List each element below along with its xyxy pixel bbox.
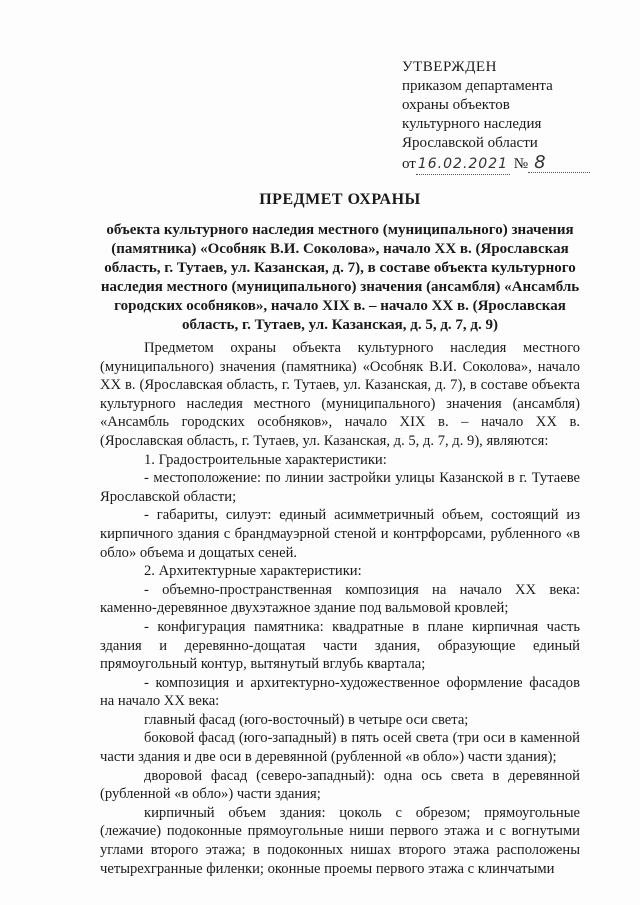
handwritten-date: 16.02.2021 (416, 155, 510, 175)
paragraph: - габариты, силуэт: единый асимметричный объем, состоящий из кирпичного здания с брандмауэрной стеной и контрфорсами, рубленного «в обло» объема и дощатых сеней. (100, 507, 580, 561)
paragraph: - конфигурация памятника: квадратные в плане кирпичная часть здания и деревянно-дощатая части здания, образующие единый прямоугольный контур, вытянутый вглубь квартала; (100, 618, 580, 673)
paragraph: - композиция и архитектурно-художественное оформление фасадов на начало XX века: (100, 674, 580, 710)
paragraph: боковой фасад (юго-западный) в пять осей света (три оси в каменной части здания и две оси в деревянной (рубленной «в обло») части здания); (100, 730, 580, 766)
approval-line: приказом департамента (402, 78, 553, 94)
paragraph: - объемно-пространственная композиция на начало XX века: каменно-деревянное двухэтажное здание под вальмовой кровлей; (100, 581, 580, 617)
date-prefix: от (402, 156, 416, 172)
paragraph: главный фасад (юго-восточный) в четыре оси света; (144, 711, 469, 728)
paragraph: кирпичный объем здания: цоколь с обрезом; прямоугольные (лежачие) подоконные прямоугольные ниши первого этажа и с вогнутыми углами второго этажа; в подоконных нишах второго этажа расположены четырехгранные филенки; оконные проемы первого этажа с клинчатыми (100, 804, 580, 877)
paragraph: - местоположение: по линии застройки улицы Казанской в г. Тутаеве Ярославской области; (100, 470, 580, 505)
paragraph: дворовой фасад (северо-западный): одна ось света в деревянной (рубленной «в обло») части здания; (100, 767, 580, 803)
section-heading: 2. Архитектурные характеристики: (144, 563, 362, 580)
approval-line: охраны объектов (402, 97, 510, 113)
document-title: ПРЕДМЕТ ОХРАНЫ (259, 191, 421, 208)
document-title-block (100, 190, 580, 335)
number-prefix: № (513, 156, 529, 172)
paragraph: Предметом охраны объекта культурного наследия местного (муниципального) значения (памятника) «Особняк В.И. Соколова», начало XX в. (Ярославская область, г. Тутаев, ул. Казанская, д. 7), в составе объекта культурного наследия местного (муниципального) значения (ансамбля) «Ансамбль городских особняков», начало XIX в. – начало XX в. (Ярославская область, г. Тутаев, ул. Казанская, д. 5, д. 7, д. 9), являются: (100, 340, 580, 449)
approval-date-line (402, 153, 602, 175)
document-subtitle: объекта культурного наследия местного (муниципального) значения (памятника) «Особняк В.И. Соколова», начало XX в. (Ярославская область, г. Тутаев, ул. Казанская, д. 7), в составе объекта культурного наследия местного (муниципального) значения (ансамбля) «Ансамбль городских особняков», начало XIX в. – начало XX в. (Ярославская область, г. Тутаев, ул. Казанская, д. 5, д. 7, д. 9) (100, 222, 580, 333)
document-body (100, 339, 580, 878)
approval-line: Ярославской области (402, 135, 538, 151)
approval-heading: УТВЕРЖДЕН (402, 59, 497, 75)
approval-block (402, 58, 602, 175)
section-heading: 1. Градостроительные характеристики: (144, 451, 387, 468)
approval-line: культурного наследия (402, 116, 542, 132)
handwritten-number: 8 (528, 153, 590, 173)
